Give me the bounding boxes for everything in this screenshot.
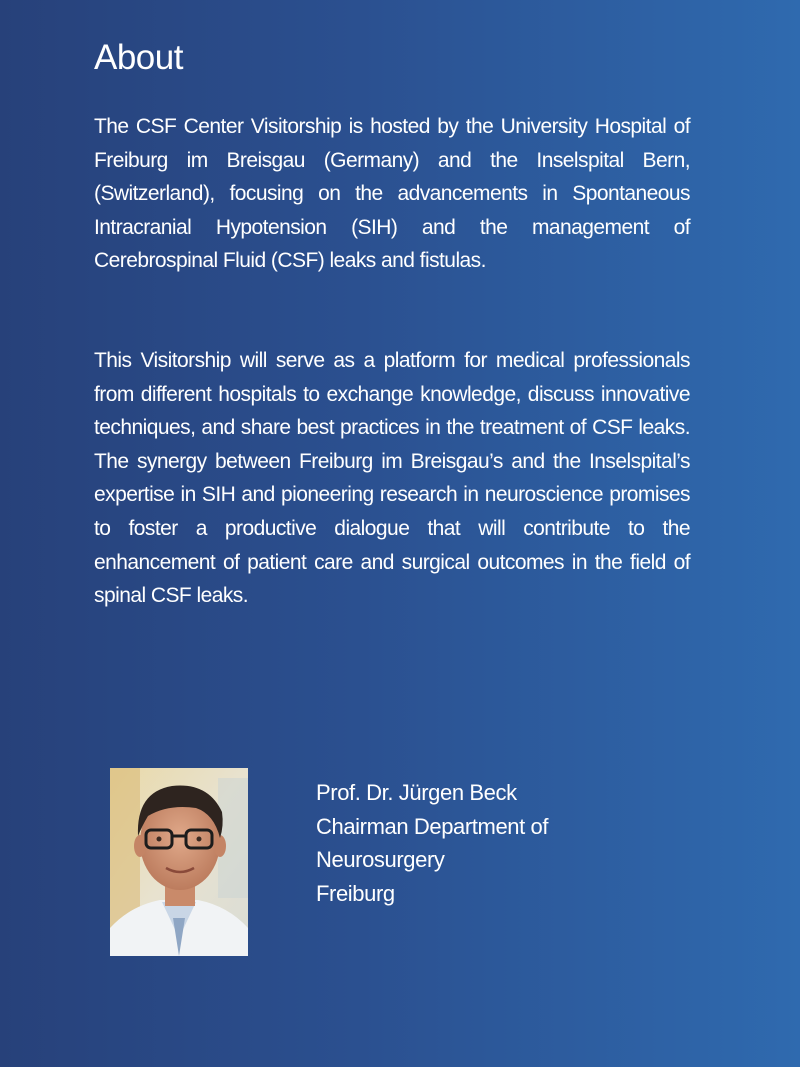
visitorship-paragraph: This Visitorship will serve as a platform for medical professionals from different hospitals to exchange knowledge, discuss innovative techniques, and share best practices in the treatment of CSF leaks. The synergy between Freiburg im Breisgau’s and the Inselspital’s expertise in SIH and pioneering research in neuroscience promises to foster a productive dialogue that will contribute to the enhancement of patient care and surgical outcomes in the field of spinal CSF leaks. (94, 349, 690, 608)
person-title-line2: Neurosurgery (316, 847, 445, 873)
person-title-line1: Chairman Department of (316, 813, 549, 839)
portrait-photo (110, 768, 248, 956)
intro-paragraph: The CSF Center Visitorship is hosted by the University Hospital of Freiburg im Breisgau (Germany) and the Inselspital Bern, (Switzerland), focusing on the advancements in Spontaneous Intracranial Hypotension (SIH) and the management of Cerebrospinal Fluid (CSF) leaks and fistulas. (94, 115, 690, 273)
person-info (316, 776, 548, 910)
person-name: Prof. Dr. Jürgen Beck (316, 780, 517, 805)
person-location: Freiburg (316, 880, 395, 906)
page-title: About (94, 38, 183, 77)
